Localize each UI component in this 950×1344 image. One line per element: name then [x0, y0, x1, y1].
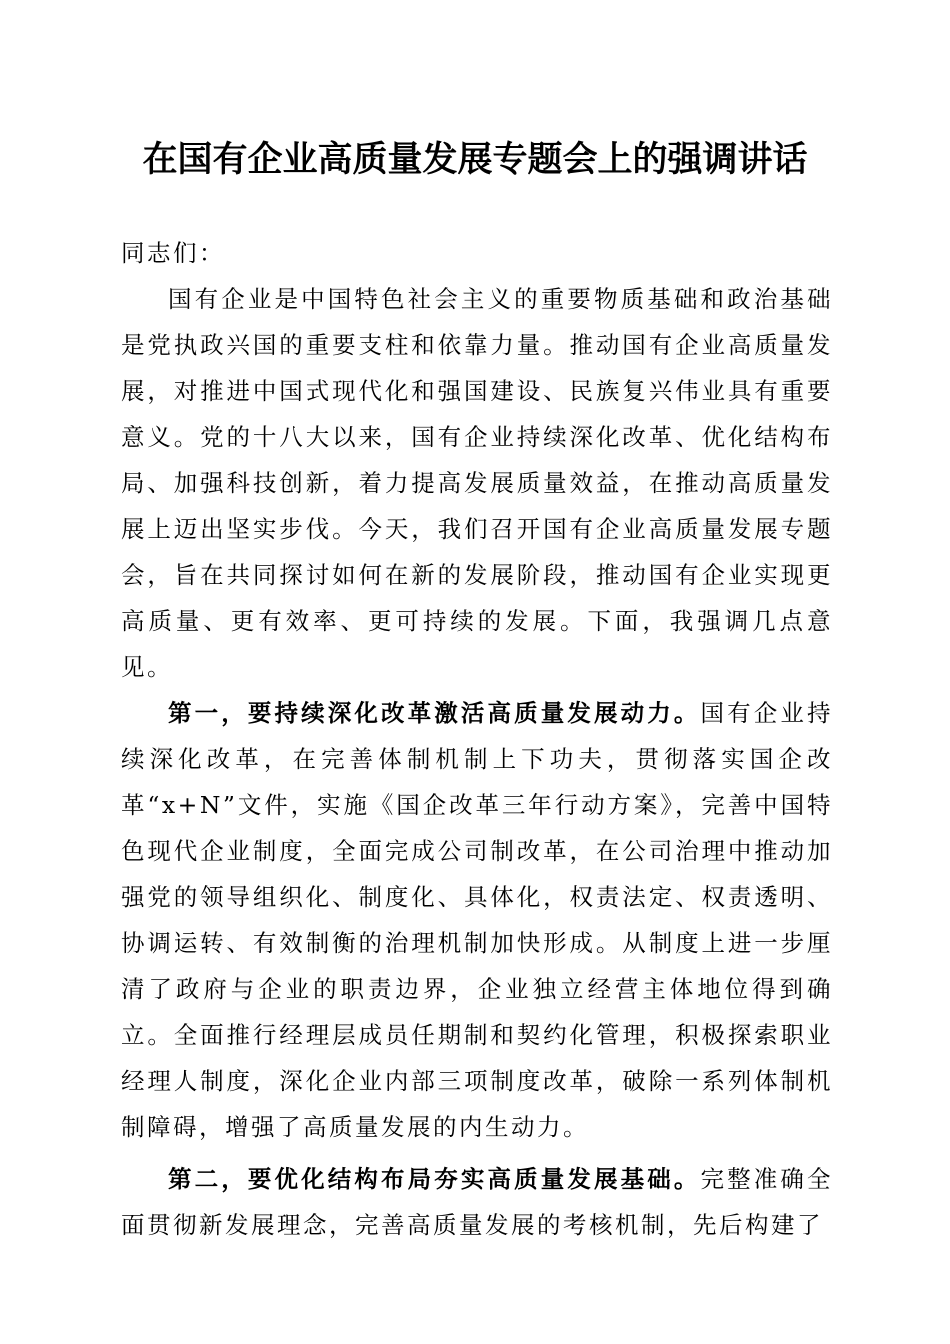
paragraph-text: 国有企业是中国特色社会主义的重要物质基础和政治基础是党执政兴国的重要支柱和依靠力量。推动国有企业高质量发展，对推进中国式现代化和强国建设、民族复兴伟业具有重要意义。党的十八大以来，国有企业持续深化改革、优化结构布局、加强科技创新，着力提高发展质量效益，在推动高质量发展上迈出坚实步伐。今天，我们召开国有企业高质量发展专题会，旨在共同探讨如何在新的发展阶段，推动国有企业实现更高质量、更有效率、更可持续的发展。下面，我强调几点意见。 — [121, 285, 833, 681]
paragraph-lead: 第二，要优化结构布局夯实高质量发展基础。 — [168, 1165, 701, 1193]
document-body — [121, 230, 833, 1248]
paragraph-text: 完整准确全面贯彻新发展理念，完善高质量发展的考核机制，先后构建了 — [121, 1165, 833, 1239]
paragraph-point-two — [121, 1156, 833, 1248]
salutation: 同志们： — [121, 239, 225, 267]
paragraph-intro — [121, 276, 833, 690]
paragraph-text: 国有企业持续深化改革，在完善体制机制上下功夫，贯彻落实国企改革“x+N”文件，实施《国企改革三年行动方案》，完善中国特色现代企业制度，全面完成公司制改革，在公司治理中推动加强党的领导组织化、制度化、具体化，权责法定、权责透明、协调运转、有效制衡的治理机制加快形成。从制度上进一步厘清了政府与企业的职责边界，企业独立经营主体地位得到确立。全面推行经理层成员任期制和契约化管理，积极探索职业经理人制度，深化企业内部三项制度改革，破除一系列体制机制障碍，增强了高质量发展的内生动力。 — [121, 699, 833, 1141]
paragraph-point-one — [121, 690, 833, 1150]
document-title: 在国有企业高质量发展专题会上的强调讲话 — [142, 139, 808, 180]
paragraph-lead: 第一，要持续深化改革激活高质量发展动力。 — [168, 699, 701, 727]
